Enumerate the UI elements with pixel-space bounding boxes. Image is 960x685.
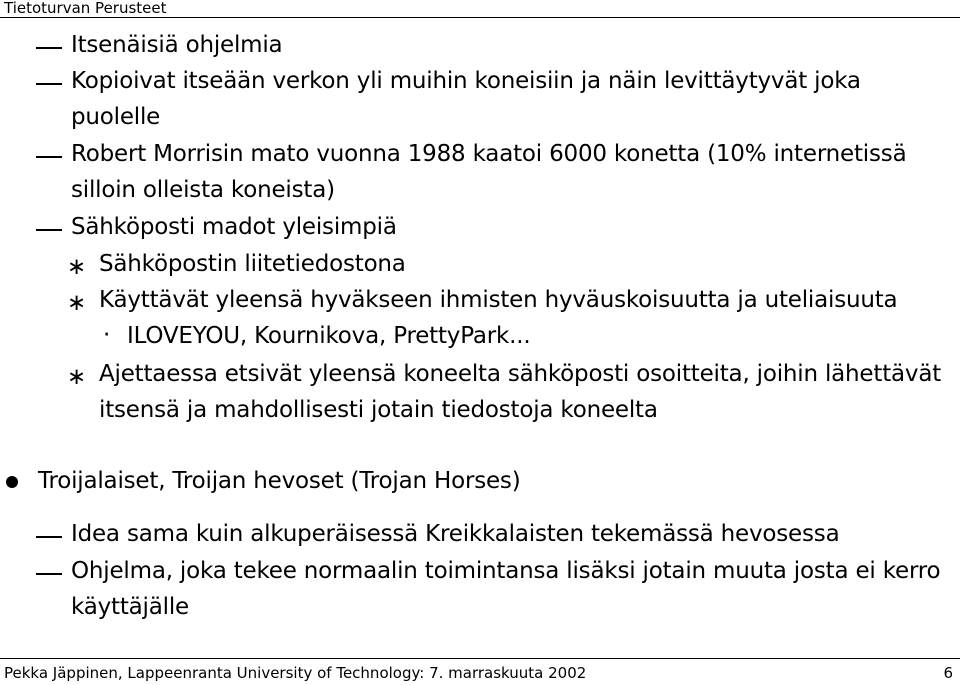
bullet-text: ILOVEYOU, Kournikova, PrettyPark... (127, 323, 531, 349)
dash-bullet-icon (36, 47, 62, 49)
dash-bullet-icon (36, 573, 62, 575)
slide-title: Tietoturvan Perusteet (4, 0, 167, 17)
bullet-text: Troijalaiset, Troijan hevoset (Trojan Horses) (38, 468, 521, 494)
dot-bullet-icon: · (103, 322, 111, 348)
round-bullet-icon (6, 476, 18, 488)
bullet-text: Kopioivat itseään verkon yli muihin koneisiin ja näin levittäytyvät joka (71, 68, 861, 94)
slide-footer (0, 658, 960, 685)
dash-bullet-icon (36, 156, 62, 158)
dash-bullet-icon (36, 229, 62, 231)
header-rule (0, 17, 960, 18)
dash-bullet-icon (36, 83, 62, 85)
dash-bullet-icon (36, 536, 62, 538)
slide-header (0, 0, 960, 22)
bullet-text: Robert Morrisin mato vuonna 1988 kaatoi 6000 konetta (10% internetissä (71, 141, 907, 167)
star-bullet-icon: ∗ (67, 254, 87, 280)
bullet-text: silloin olleista koneista) (71, 177, 335, 203)
page-number: 6 (943, 664, 953, 682)
bullet-text: Sähköpostin liitetiedostona (99, 251, 406, 277)
bullet-text: puolelle (71, 104, 161, 130)
bullet-text: Itsenäisiä ohjelmia (71, 32, 283, 58)
bullet-text: Idea sama kuin alkuperäisessä Kreikkalaisten tekemässä hevosessa (71, 521, 840, 547)
star-bullet-icon: ∗ (67, 364, 87, 390)
footer-author: Pekka Jäppinen, Lappeenranta University of Technology: 7. marraskuuta 2002 (4, 664, 587, 682)
bullet-text: Käyttävät yleensä hyväkseen ihmisten hyväuskoisuutta ja uteliaisuuta (99, 287, 898, 313)
bullet-text: Ohjelma, joka tekee normaalin toimintansa lisäksi jotain muuta josta ei kerro (71, 558, 941, 584)
bullet-text: Ajettaessa etsivät yleensä koneelta sähköposti osoitteita, joihin lähettävät (99, 361, 942, 387)
bullet-text: itsensä ja mahdollisesti jotain tiedostoja koneelta (99, 397, 658, 423)
footer-rule (0, 658, 960, 659)
bullet-text: käyttäjälle (71, 594, 189, 620)
bullet-text: Sähköposti madot yleisimpiä (71, 214, 397, 240)
star-bullet-icon: ∗ (67, 290, 87, 316)
